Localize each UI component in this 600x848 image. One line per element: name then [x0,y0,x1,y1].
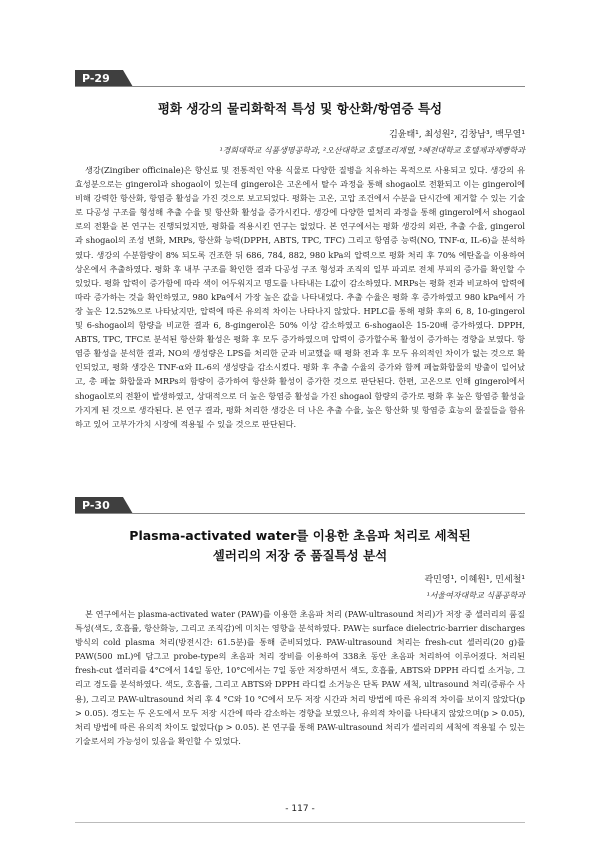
paper-title-p29: 평화 생강의 물리화학적 특성 및 항산화/항염증 특성 [157,101,443,116]
affiliations-p29: ¹경희대학교 식품생명공학과, ²오산대학교 호텔조리계열, ³혜전대학교 호텔제과제빵학과 [219,146,525,155]
section-divider [75,86,525,87]
authors-p29: 김윤태¹, 최성원², 김창남³, 백무열¹ [389,130,525,140]
abstract-body-p30: 본 연구에서는 plasma-activated water (PAW)를 이용한 초음파 처리 (PAW-ultrasound 처리)가 저장 중 셀러리의 품질 특성(색도, 호흡률, 항산화능, 그리고 조직감)에 미치는 영향을 분석하였다. PAW는 surface dielectric-barrier discharges 방식의 cold plasma 처리(방전시간: 61.5분)를 통해 준비되었다. PAW-ultrasound 처리는 fresh-cut 셀러리(20 g)를 PAW(500 mL)에 담그고 probe-type의 초음파 처리 장비를 이용하여 338초 동안 초음파 처리하여 이루어졌다. 처리된 fresh-cut 셀러리를 4°C에서 14일 동안, 10°C에서는 7일 동안 저장하면서 색도, 호흡률, ABTS와 DPPH 라디컬 소거능, 그리고 경도를 분석하였다. 색도, 호흡률, 그리고 ABTS와 DPPH 라디컬 소거능은 단독 PAW 세척, ultrasound 처리(증류수 사용), 그리고 PAW-ultrasound 처리 후 4 °C와 10 °C에서 모두 저장 시간과 처리 방법에 따른 유의적 차이를 보이지 않았다(p > 0.05). 경도는 두 온도에서 모두 저장 시간에 따라 감소하는 경향을 보였으나, 유의적 차이를 나타내지 않았으며(p > 0.05), 처리 방법에 따른 유의적 차이도 없었다(p > 0.05). 본 연구를 통해 PAW-ultrasound 처리가 셀러리의 세척에 적용될 수 있는 기술로서의 가능성이 있음을 확인할 수 있었다. [75,609,525,746]
section-divider [75,513,525,514]
authors-p30: 곽민영¹, 이혜원¹, 민세철¹ [424,575,525,585]
footer-divider [75,822,525,823]
affiliations-p30: ¹서울여자대학교 식품공학과 [426,591,525,600]
paper-title-p30-line2: 셀러리의 저장 중 품질특성 분석 [212,548,388,563]
section-tag-p30: P-30 [75,497,123,514]
abstract-body-p29: 생강(Zingiber officinale)은 향신료 및 전통적인 약용 식물로 다양한 질병을 치유하는 목적으로 사용되고 있다. 생강의 유효성분으로는 gingerol과 shogaol이 있는데 gingerol은 고온에서 탈수 과정을 통해 shogaol로 전환되고 이는 gingerol에 비해 강력한 항산화, 항염증 활성을 가진 것으로 보고되었다. 평화는 고온, 고압 조건에서 수분을 단시간에 제거할 수 있는 기술로 다공성 구조를 형성해 추출 수율 및 항산화 활성을 증가시킨다. 생강에 다양한 열처리 과정을 통해 gingerol에서 shogaol로의 전환을 본 연구는 진행되었지만, 평화를 적용시킨 연구는 없었다. 본 연구에서는 평화 생강의 외관, 추출 수율, gingerol과 shogaol의 조성 변화, MRPs, 항산화 능력(DPPH, ABTS, TPC, TFC) 그리고 항염증 능력(NO, TNF-α, IL-6)을 분석하였다. 생강의 수분함량이 8% 되도록 건조한 뒤 686, 784, 882, 980 kPa의 압력으로 평화 처리 후 70% 에탄올을 이용하여 상온에서 추출하였다. 평화 후 내부 구조를 확인한 결과 다공성 구조 형성과 조직의 일부 파괴로 전체 부피의 증가를 확인할 수 있었다. 평화 압력이 증가함에 따라 색이 어두워지고 명도를 나타내는 L값이 감소하였다. MRPs는 평화 전과 비교하여 압력에 따라 증가하는 것을 확인하였고, 980 kPa에서 가장 높은 값을 나타내었다. 추출 수율은 평화 후 증가하였고 980 kPa에서 가장 높은 12.52%으로 나타났지만, 압력에 따른 유의적 차이는 나타나지 않았다. HPLC를 통해 평화 후의 6, 8, 10-gingerol 및 6-shogaol의 함량을 비교한 결과 6, 8-gingerol은 50% 이상 감소하였고 6-shogaol은 15-20배 증가하였다. DPPH, ABTS, TPC, TFC로 분석된 항산화 활성은 평화 후 모두 증가하였으며 압력이 증가할수록 활성이 증가하는 경향을 보였다. 항염증 활성을 분석한 결과, NO의 생성량은 LPS를 처리한 군과 비교했을 때 평화 전과 후 모두 유의적인 차이가 없는 것으로 확인되었고, 평화 생강은 TNF-α와 IL-6의 생성량을 감소시켰다. 평화 후 추출 수율의 증가와 함께 페놀화합물의 방출이 일어났고, 총 페놀 화합물과 MRPs의 함량이 증가하여 항산화 활성이 증가한 것으로 판단된다. 한편, 고온으로 인해 gingerol에서 shogaol로의 전환이 발생하였고, 상대적으로 더 높은 항염증 활성을 가진 shogaol 함량의 증가로 평화 후 높은 항염증 활성을 가지게 된 것으로 생각된다. 본 연구 결과, 평화 처리한 생강은 더 나은 추출 수율, 높은 항산화 및 항염증 효능의 물질들을 함유하고 있어 고부가가치 시장에 적용될 수 있을 것으로 판단된다. [75,165,525,429]
paper-title-p30-line1: Plasma-activated water를 이용한 초음파 처리로 세척된 [129,528,471,543]
page-number: - 117 - [285,804,315,814]
section-tag-p29: P-29 [75,70,123,87]
